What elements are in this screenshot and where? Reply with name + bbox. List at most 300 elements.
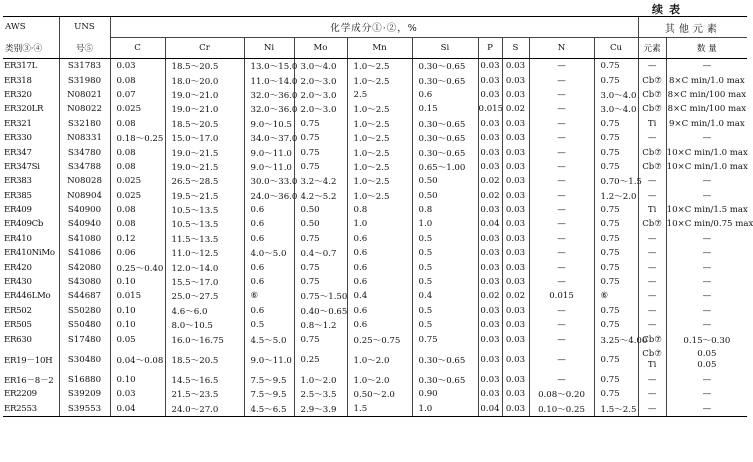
- mn-cell: 1.0～2.0: [347, 373, 412, 387]
- amount-cell: 10×C min/1.5 max: [666, 203, 747, 217]
- table-row: [3, 117, 747, 131]
- cu-cell: 0.75: [594, 387, 638, 401]
- ni-cell: 34.0～37.0: [244, 131, 294, 145]
- cr-cell: 24.0～27.0: [165, 402, 244, 417]
- s-cell: 0.03: [502, 131, 529, 145]
- n-cell: —: [529, 203, 594, 217]
- amount-cell: 10×C min/0.75 max: [666, 217, 747, 231]
- c-cell: 0.25～0.40: [110, 260, 165, 274]
- mn-cell: 1.0～2.5: [347, 174, 412, 188]
- uns-cell: S50280: [59, 304, 110, 318]
- c-cell: 0.025: [110, 102, 165, 116]
- si-cell: 0.30～0.65: [412, 73, 478, 87]
- header-mo: Mo: [294, 38, 347, 59]
- aws-cell: ER330: [4, 133, 32, 144]
- c-cell: 0.10: [110, 318, 165, 332]
- mo-cell: 0.75: [294, 131, 347, 145]
- header-ni: Ni: [244, 38, 294, 59]
- table-row: [3, 217, 747, 231]
- cr-cell: 10.5～13.5: [165, 203, 244, 217]
- uns-cell: N08022: [59, 102, 110, 116]
- c-cell: 0.025: [110, 174, 165, 188]
- mo-cell: 0.50: [294, 217, 347, 231]
- mo-cell: 0.25: [294, 347, 347, 373]
- header-chemical: 化学成分①·②，%: [110, 17, 638, 38]
- mo-cell: 0.75: [294, 275, 347, 289]
- aws-cell: ER2209: [4, 389, 37, 400]
- element-cell: —: [638, 59, 666, 74]
- cr-cell: 11.5～13.5: [165, 232, 244, 246]
- amount-cell-line2: 0.05: [697, 359, 717, 370]
- ni-cell: 32.0～36.0: [244, 88, 294, 102]
- si-cell: 0.30～0.65: [412, 59, 478, 74]
- ni-cell: 0.6: [244, 203, 294, 217]
- ni-cell: 0.5: [244, 318, 294, 332]
- mn-cell: 0.25～0.75: [347, 332, 412, 346]
- n-cell: —: [529, 275, 594, 289]
- cr-cell: 12.0～14.0: [165, 260, 244, 274]
- cr-cell: 26.5～28.5: [165, 174, 244, 188]
- mo-cell: 0.75: [294, 117, 347, 131]
- s-cell: 0.03: [502, 174, 529, 188]
- amount-cell: 0.15～0.30: [666, 332, 747, 346]
- s-cell: 0.03: [502, 246, 529, 260]
- c-cell: 0.08: [110, 160, 165, 174]
- ni-cell: 4.5～6.5: [244, 402, 294, 417]
- amount-cell: —: [666, 59, 747, 74]
- aws-cell: ER320: [4, 89, 32, 100]
- continued-label: 续表: [652, 3, 686, 16]
- c-cell: 0.03: [110, 59, 165, 74]
- p-cell: 0.03: [478, 318, 502, 332]
- table-row: [3, 260, 747, 274]
- mn-cell: 0.6: [347, 232, 412, 246]
- cu-cell: 3.25～4.00: [594, 332, 638, 346]
- n-cell: —: [529, 59, 594, 74]
- cu-cell: 0.75: [594, 59, 638, 74]
- s-cell: 0.03: [502, 189, 529, 203]
- ni-cell: 7.5～9.5: [244, 387, 294, 401]
- element-cell: Cb⑦: [638, 102, 666, 116]
- mo-cell: 0.75～1.50: [294, 289, 347, 303]
- p-cell: 0.03: [478, 131, 502, 145]
- aws-cell: ER321: [4, 118, 32, 129]
- c-cell: 0.03: [110, 387, 165, 401]
- mo-cell: 2.5～3.5: [294, 387, 347, 401]
- mn-cell: 1.0～2.5: [347, 145, 412, 159]
- amount-cell: —: [666, 174, 747, 188]
- header-uns: [59, 17, 110, 38]
- header-other: 其他元素: [638, 17, 747, 38]
- mn-cell: 0.6: [347, 260, 412, 274]
- s-cell: 0.03: [502, 304, 529, 318]
- aws-cell: ER347: [4, 147, 32, 158]
- amount-cell: —: [666, 275, 747, 289]
- table-row: [3, 203, 747, 217]
- amount-cell: —: [666, 318, 747, 332]
- uns-cell: S50480: [59, 318, 110, 332]
- si-cell: 0.30～0.65: [412, 117, 478, 131]
- aws-cell: ER347Si: [4, 161, 40, 172]
- element-cell: Cb⑦: [638, 160, 666, 174]
- cu-cell: ⑥: [594, 289, 638, 303]
- mn-cell: 0.6: [347, 275, 412, 289]
- mo-cell: 2.0～3.0: [294, 102, 347, 116]
- cr-cell: 19.5～21.5: [165, 189, 244, 203]
- element-cell: —: [638, 246, 666, 260]
- ni-cell: ⑥: [244, 289, 294, 303]
- aws-cell: ER502: [4, 305, 32, 316]
- c-cell: 0.08: [110, 117, 165, 131]
- cr-cell: 10.5～13.5: [165, 217, 244, 231]
- element-cell: —: [638, 318, 666, 332]
- si-cell: 0.5: [412, 232, 478, 246]
- cr-cell: 19.0～21.0: [165, 88, 244, 102]
- c-cell: 0.18～0.25: [110, 131, 165, 145]
- cr-cell: 15.0～17.0: [165, 131, 244, 145]
- table-row: [3, 174, 747, 188]
- cu-cell: 1.2～2.0: [594, 189, 638, 203]
- ni-cell: 0.6: [244, 260, 294, 274]
- table-row: [3, 160, 747, 174]
- element-cell: Ti: [638, 117, 666, 131]
- mo-cell: 3.0～4.0: [294, 59, 347, 74]
- amount-cell: —: [666, 289, 747, 303]
- mo-cell: 3.2～4.2: [294, 174, 347, 188]
- p-cell: 0.03: [478, 117, 502, 131]
- table-row: [3, 102, 747, 116]
- mo-cell: 0.8～1.2: [294, 318, 347, 332]
- uns-cell: S44687: [59, 289, 110, 303]
- si-cell: 0.5: [412, 304, 478, 318]
- c-cell: 0.10: [110, 304, 165, 318]
- cu-cell: 3.0～4.0: [594, 102, 638, 116]
- cu-cell: 0.75: [594, 131, 638, 145]
- ni-cell: 9.0～11.0: [244, 347, 294, 373]
- si-cell: 0.30～0.65: [412, 145, 478, 159]
- n-cell: —: [529, 102, 594, 116]
- n-cell: 0.10～0.25: [529, 402, 594, 417]
- ni-cell: 4.0～5.0: [244, 246, 294, 260]
- si-cell: 0.5: [412, 260, 478, 274]
- uns-cell: S40940: [59, 217, 110, 231]
- header-aws: [3, 17, 59, 38]
- amount-cell: —: [666, 402, 747, 417]
- aws-cell: ER385: [4, 190, 32, 201]
- table-row: [3, 145, 747, 159]
- p-cell: 0.03: [478, 160, 502, 174]
- amount-cell: —: [666, 189, 747, 203]
- s-cell: 0.03: [502, 402, 529, 417]
- c-cell: 0.08: [110, 73, 165, 87]
- n-cell: —: [529, 246, 594, 260]
- n-cell: —: [529, 117, 594, 131]
- cr-cell: 16.0～16.75: [165, 332, 244, 346]
- s-cell: 0.03: [502, 160, 529, 174]
- element-cell: —: [638, 174, 666, 188]
- s-cell: 0.03: [502, 88, 529, 102]
- s-cell: 0.03: [502, 260, 529, 274]
- amount-cell: —: [666, 232, 747, 246]
- mn-cell: 0.6: [347, 318, 412, 332]
- p-cell: 0.03: [478, 73, 502, 87]
- mn-cell: 1.5: [347, 402, 412, 417]
- p-cell: 0.03: [478, 59, 502, 74]
- header-aws-label: AWS: [5, 21, 26, 32]
- header-element: 元素: [638, 38, 666, 59]
- header-c: C: [110, 38, 165, 59]
- cr-cell: 18.5～20.5: [165, 117, 244, 131]
- element-cell-line2: Ti: [647, 359, 657, 370]
- n-cell: —: [529, 347, 594, 373]
- cr-cell: 8.0～10.5: [165, 318, 244, 332]
- s-cell: 0.03: [502, 145, 529, 159]
- amount-cell: 10×C min/1.0 max: [666, 160, 747, 174]
- si-cell: 0.30～0.65: [412, 347, 478, 373]
- p-cell: 0.03: [478, 332, 502, 346]
- uns-cell: S17480: [59, 332, 110, 346]
- element-cell: —: [638, 131, 666, 145]
- composition-table: [3, 16, 753, 417]
- n-cell: —: [529, 232, 594, 246]
- header-uns-label: UNS: [74, 21, 95, 32]
- uns-cell: S31980: [59, 73, 110, 87]
- s-cell: 0.03: [502, 332, 529, 346]
- n-cell: —: [529, 304, 594, 318]
- table-row: [3, 59, 747, 74]
- p-cell: 0.015: [478, 102, 502, 116]
- header-cr: Cr: [165, 38, 244, 59]
- ni-cell: 7.5～9.5: [244, 373, 294, 387]
- element-cell: Cb⑦: [638, 88, 666, 102]
- header-p: P: [478, 38, 502, 59]
- s-cell: 0.03: [502, 217, 529, 231]
- uns-cell: S31783: [59, 59, 110, 74]
- aws-cell: ER19－10H: [4, 355, 53, 366]
- p-cell: 0.03: [478, 373, 502, 387]
- c-cell: 0.06: [110, 246, 165, 260]
- cr-cell: 19.0～21.0: [165, 102, 244, 116]
- element-cell: Cb⑦: [638, 73, 666, 87]
- n-cell: —: [529, 373, 594, 387]
- uns-cell: S39209: [59, 387, 110, 401]
- n-cell: —: [529, 217, 594, 231]
- n-cell: —: [529, 260, 594, 274]
- ni-cell: 9.0～11.0: [244, 160, 294, 174]
- s-cell: 0.02: [502, 289, 529, 303]
- element-cell: Ti: [638, 203, 666, 217]
- c-cell: 0.05: [110, 332, 165, 346]
- ni-cell: 0.6: [244, 217, 294, 231]
- si-cell: 0.90: [412, 387, 478, 401]
- p-cell: 0.03: [478, 246, 502, 260]
- cu-cell: 0.75: [594, 318, 638, 332]
- n-cell: —: [529, 332, 594, 346]
- ni-cell: 0.6: [244, 232, 294, 246]
- n-cell: —: [529, 145, 594, 159]
- n-cell: 0.08～0.20: [529, 387, 594, 401]
- c-cell: 0.08: [110, 145, 165, 159]
- header-si: Si: [412, 38, 478, 59]
- mn-cell: 1.0: [347, 217, 412, 231]
- aws-cell: ER320LR: [4, 104, 44, 115]
- header-aws-sub: 类别③·④: [3, 38, 59, 59]
- ni-cell: 4.5～5.0: [244, 332, 294, 346]
- si-cell: 1.0: [412, 402, 478, 417]
- c-cell: 0.10: [110, 275, 165, 289]
- element-cell: —: [638, 373, 666, 387]
- cr-cell: 19.0～21.5: [165, 160, 244, 174]
- s-cell: 0.03: [502, 232, 529, 246]
- header-uns-sub: 号⑤: [59, 38, 110, 59]
- mo-cell: 4.2～5.2: [294, 189, 347, 203]
- amount-cell: —: [666, 304, 747, 318]
- uns-cell: N08028: [59, 174, 110, 188]
- element-cell: —: [638, 304, 666, 318]
- mn-cell: 1.0～2.5: [347, 131, 412, 145]
- header-cu: Cu: [594, 38, 638, 59]
- si-cell: 0.50: [412, 189, 478, 203]
- element-cell: Cb⑦: [638, 332, 666, 346]
- table-row: [3, 88, 747, 102]
- mn-cell: 1.0～2.5: [347, 189, 412, 203]
- table-row: [3, 189, 747, 203]
- s-cell: 0.03: [502, 347, 529, 373]
- table-row: [3, 318, 747, 332]
- si-cell: 0.6: [412, 88, 478, 102]
- mn-cell: 2.5: [347, 88, 412, 102]
- header-mn: Mn: [347, 38, 412, 59]
- si-cell: 0.5: [412, 318, 478, 332]
- n-cell: —: [529, 88, 594, 102]
- mn-cell: 1.0～2.0: [347, 347, 412, 373]
- cu-cell: 0.75: [594, 275, 638, 289]
- cr-cell: 25.0～27.5: [165, 289, 244, 303]
- c-cell: 0.015: [110, 289, 165, 303]
- uns-cell: S30480: [59, 347, 110, 373]
- ni-cell: 13.0～15.0: [244, 59, 294, 74]
- ni-cell: 32.0～36.0: [244, 102, 294, 116]
- mn-cell: 1.0～2.5: [347, 73, 412, 87]
- s-cell: 0.03: [502, 373, 529, 387]
- mo-cell: 0.75: [294, 260, 347, 274]
- table-row: [3, 289, 747, 303]
- mn-cell: 1.0～2.5: [347, 59, 412, 74]
- n-cell: —: [529, 318, 594, 332]
- mo-cell: 0.75: [294, 160, 347, 174]
- aws-cell: ER410: [4, 233, 32, 244]
- c-cell: 0.025: [110, 189, 165, 203]
- table-row: [3, 387, 747, 401]
- si-cell: 1.0: [412, 217, 478, 231]
- aws-cell: ER16－8－2: [4, 376, 54, 386]
- s-cell: 0.03: [502, 203, 529, 217]
- uns-cell: S34788: [59, 160, 110, 174]
- table-row: [3, 131, 747, 145]
- element-cell: —: [638, 275, 666, 289]
- table-row: [3, 232, 747, 246]
- uns-cell: N08331: [59, 131, 110, 145]
- si-cell: 0.30～0.65: [412, 373, 478, 387]
- amount-cell: —: [666, 373, 747, 387]
- ni-cell: 9.0～11.0: [244, 145, 294, 159]
- p-cell: 0.03: [478, 275, 502, 289]
- p-cell: 0.03: [478, 145, 502, 159]
- cr-cell: 4.6～6.0: [165, 304, 244, 318]
- mo-cell: 0.75: [294, 332, 347, 346]
- n-cell: —: [529, 131, 594, 145]
- n-cell: —: [529, 189, 594, 203]
- cu-cell: 0.75: [594, 260, 638, 274]
- c-cell: 0.12: [110, 232, 165, 246]
- p-cell: 0.03: [478, 203, 502, 217]
- element-cell: —: [638, 387, 666, 401]
- table-row: [3, 275, 747, 289]
- uns-cell: S39553: [59, 402, 110, 417]
- amount-cell: 9×C min/1.0 max: [666, 117, 747, 131]
- p-cell: 0.03: [478, 88, 502, 102]
- uns-cell: S42080: [59, 260, 110, 274]
- p-cell: 0.02: [478, 189, 502, 203]
- mn-cell: 0.6: [347, 246, 412, 260]
- si-cell: 0.65～1.00: [412, 160, 478, 174]
- mn-cell: 1.0～2.5: [347, 102, 412, 116]
- mo-cell: 0.75: [294, 145, 347, 159]
- mo-cell: 2.0～3.0: [294, 88, 347, 102]
- p-cell: 0.03: [478, 260, 502, 274]
- aws-cell: ER317L: [4, 61, 38, 72]
- si-cell: 0.5: [412, 275, 478, 289]
- table-row: [3, 73, 747, 87]
- aws-cell: ER383: [4, 176, 32, 187]
- mn-cell: 1.0～2.5: [347, 117, 412, 131]
- mo-cell: 2.9～3.9: [294, 402, 347, 417]
- c-cell: 0.04: [110, 402, 165, 417]
- table-body: [3, 59, 753, 417]
- si-cell: 0.30～0.65: [412, 131, 478, 145]
- cu-cell: 0.75: [594, 347, 638, 373]
- cu-cell: 0.75: [594, 160, 638, 174]
- mo-cell: 1.0～2.0: [294, 373, 347, 387]
- cu-cell: 0.75: [594, 373, 638, 387]
- s-cell: 0.03: [502, 387, 529, 401]
- element-cell: —: [638, 260, 666, 274]
- aws-cell: ER505: [4, 320, 32, 331]
- uns-cell: S40900: [59, 203, 110, 217]
- table-row: [3, 373, 747, 387]
- table-row: [3, 347, 747, 373]
- cr-cell: 15.5～17.0: [165, 275, 244, 289]
- cu-cell: 0.75: [594, 145, 638, 159]
- mn-cell: 1.0～2.5: [347, 160, 412, 174]
- cu-cell: 0.75: [594, 232, 638, 246]
- amount-cell: —: [666, 387, 747, 401]
- header-s: S: [502, 38, 529, 59]
- cu-cell: 3.0～4.0: [594, 88, 638, 102]
- p-cell: 0.04: [478, 402, 502, 417]
- s-cell: 0.03: [502, 73, 529, 87]
- element-cell: —: [638, 402, 666, 417]
- c-cell: 0.10: [110, 373, 165, 387]
- si-cell: 0.4: [412, 289, 478, 303]
- cr-cell: 18.5～20.5: [165, 347, 244, 373]
- c-cell: 0.04～0.08: [110, 347, 165, 373]
- p-cell: 0.03: [478, 347, 502, 373]
- header-amount: 数 量: [666, 38, 747, 59]
- s-cell: 0.03: [502, 318, 529, 332]
- p-cell: 0.03: [478, 304, 502, 318]
- mo-cell: 0.4～0.7: [294, 246, 347, 260]
